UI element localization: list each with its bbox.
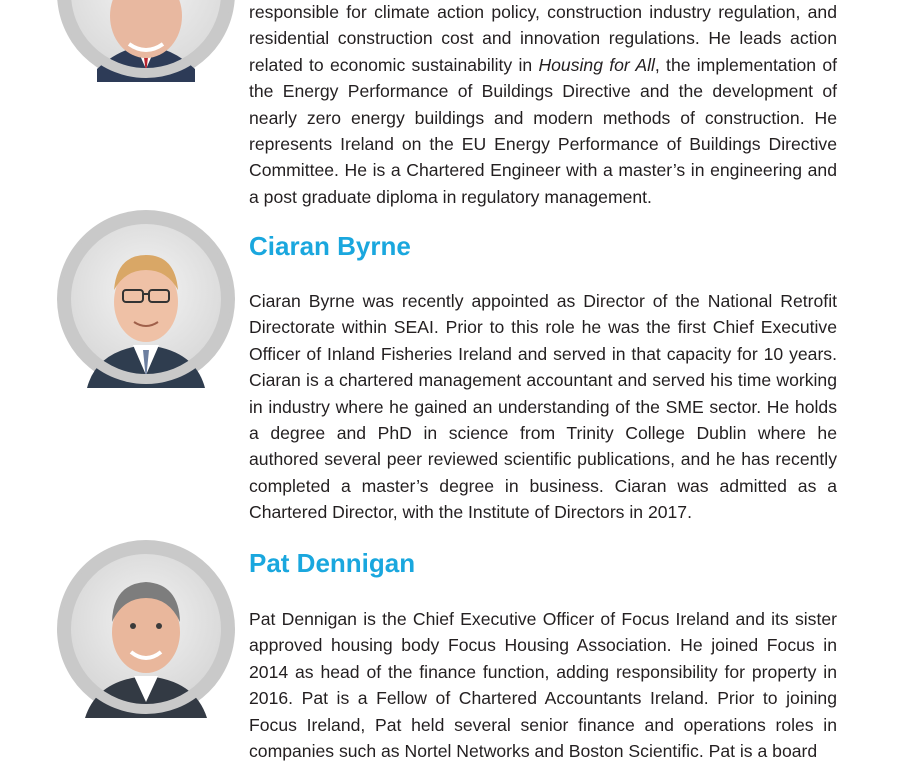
bio-text-part: responsible for climate action policy, construction industry regulation, and residential construction cost and innovation regulations. He leads action related to economic sustainability in <box>249 2 837 75</box>
person-photo-2 <box>57 210 235 388</box>
portrait-image <box>57 210 235 388</box>
person-name: Pat Dennigan <box>249 548 416 578</box>
person-photo-1 <box>57 0 235 82</box>
person-bio-2: Ciaran Byrne was recently appointed as Director of the National Retrofit Directorate within SEAI. Prior to this role he was the first Chief Executive Officer of Inland Fisheries Ireland and served in that capacity for 10 years. Ciaran is a chartered management accountant and served his time working in industry where he gained an understanding of the SME sector. He holds a degree and PhD in science from Trinity College Dublin where he authored several peer reviewed scientific publications, and he has recently completed a master’s degree in business. Ciaran was admitted as a Chartered Director, with the Institute of Directors in 2017. <box>249 291 837 523</box>
portrait-image <box>57 0 235 82</box>
bio-italic-title: Housing for All <box>538 54 655 75</box>
person-bio-1 <box>249 0 837 210</box>
person-photo-3 <box>57 540 235 718</box>
portrait-image <box>57 540 235 718</box>
person-bio-3: Pat Dennigan is the Chief Executive Officer of Focus Ireland and its sister approved housing body Focus Housing Association. He joined Focus in 2014 as head of the finance function, adding responsibility for property in 2016. Pat is a Fellow of Chartered Accountants Ireland. Prior to joining Focus Ireland, Pat held several senior finance and operations roles in companies such as Nortel Networks and Boston Scientific. Pat is a board <box>249 609 837 762</box>
person-name: Ciaran Byrne <box>249 231 411 261</box>
bio-text-part: , the implementation of the Energy Performance of Buildings Directive and the development of nearly zero energy buildings and modern methods of construction. He represents Ireland on the EU Energy Performance of Buildings Directive Committee. He is a Chartered Engineer with a master’s in engineering and a post graduate diploma in regulatory management. <box>249 54 837 207</box>
